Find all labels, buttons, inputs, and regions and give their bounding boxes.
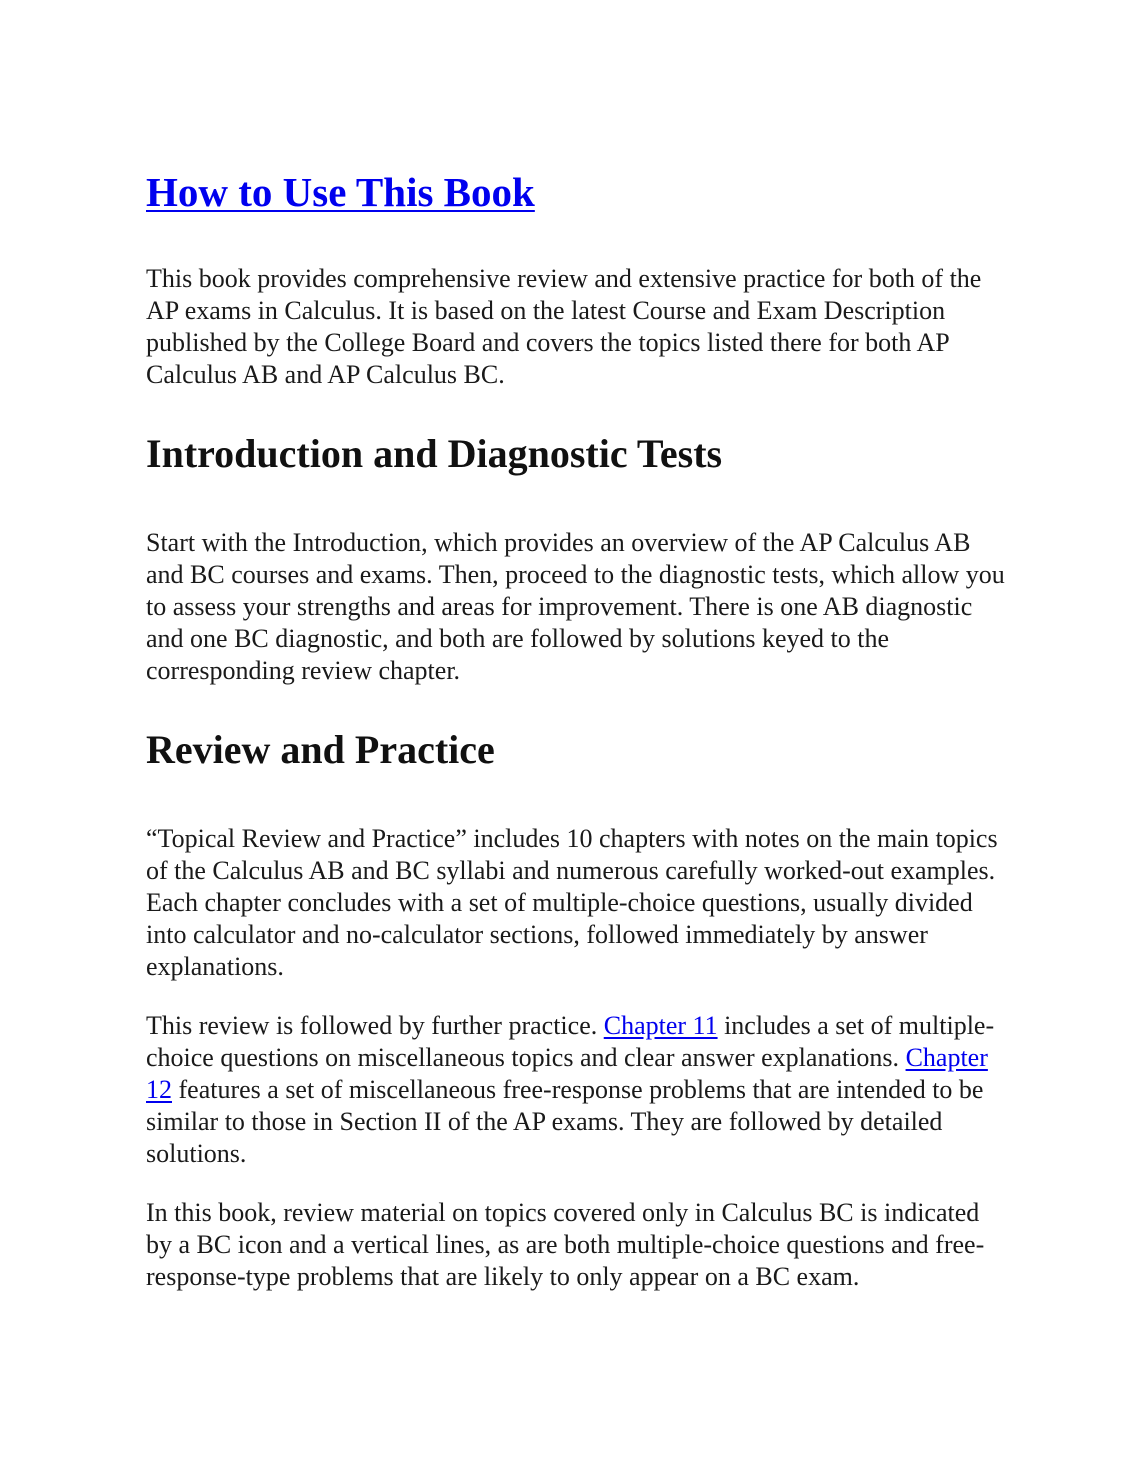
practice-text-1: This review is followed by further practice.	[146, 1011, 604, 1040]
review-paragraph-practice	[146, 1010, 1006, 1170]
practice-text-3: features a set of miscellaneous free-response problems that are intended to be similar to those in Section II of the AP exams. They are followed by detailed solutions.	[146, 1075, 984, 1168]
practice-text-2: includes a set of multiple-choice questions on miscellaneous topics and clear answer explanations.	[146, 1011, 995, 1072]
page-title-link[interactable]: How to Use This Book	[146, 169, 535, 215]
document-page	[146, 166, 1006, 1293]
section-heading-introduction: Introduction and Diagnostic Tests	[146, 431, 723, 476]
chapter-12-link[interactable]: Chapter 12	[146, 1043, 988, 1104]
page-title	[146, 166, 1006, 218]
review-paragraph-bc-note: In this book, review material on topics covered only in Calculus BC is indicated by a BC icon and a vertical lines, as are both multiple-choice questions and free-response-type problems that are likely to only appear on a BC exam.	[146, 1198, 985, 1291]
section-heading-review: Review and Practice	[146, 727, 495, 772]
chapter-11-link[interactable]: Chapter 11	[603, 1011, 718, 1040]
review-paragraph-topical: “Topical Review and Practice” includes 10 chapters with notes on the main topics of the Calculus AB and BC syllabi and numerous carefully worked-out examples. Each chapter concludes with a set of multiple-choice questions, usually divided into calculator and no-calculator sections, followed immediately by answer explanations.	[146, 824, 998, 981]
introduction-paragraph: Start with the Introduction, which provides an overview of the AP Calculus AB and BC courses and exams. Then, proceed to the diagnostic tests, which allow you to assess your strengths and areas for improvement. There is one AB diagnostic and one BC diagnostic, and both are followed by solutions keyed to the corresponding review chapter.	[146, 528, 1005, 685]
intro-paragraph: This book provides comprehensive review and extensive practice for both of the AP exams in Calculus. It is based on the latest Course and Exam Description published by the College Board and covers the topics listed there for both AP Calculus AB and AP Calculus BC.	[146, 264, 982, 389]
